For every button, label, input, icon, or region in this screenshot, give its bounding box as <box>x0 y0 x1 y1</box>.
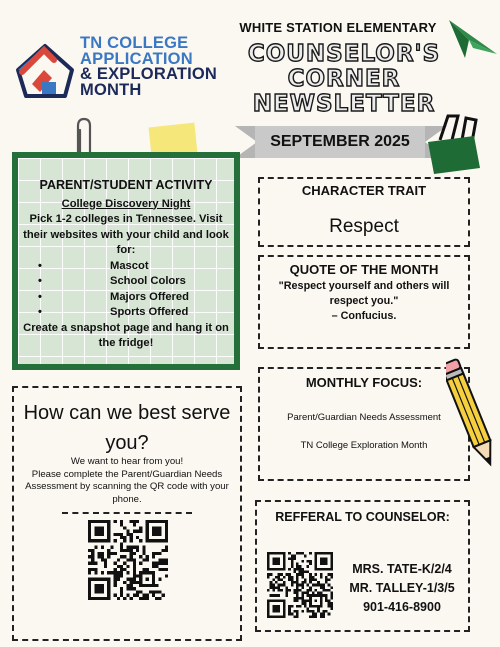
dashed-divider <box>62 512 192 514</box>
activity-title: PARENT/STUDENT ACTIVITY <box>39 178 213 192</box>
activity-outro: Create a snapshot page and hang it on the fridge! <box>23 321 229 349</box>
trait-title: CHARACTER TRAIT <box>301 183 427 198</box>
title-line-3: NEWSLETTER <box>252 91 436 117</box>
qr-code-icon[interactable] <box>267 552 333 618</box>
date-banner: SEPTEMBER 2025 <box>255 126 425 158</box>
activity-intro: Pick 1-2 colleges in Tennessee. Visit their websites with your child and look for: <box>23 213 229 256</box>
title-line-2: CORNER <box>287 66 401 92</box>
paper-plane-icon <box>447 14 499 62</box>
quote-title: QUOTE OF THE MONTH <box>289 262 439 277</box>
serve-title: How can we best serve you? <box>23 402 231 454</box>
counselor-tate: MRS. TATE-K/2/4 <box>352 562 452 576</box>
logo-line-2: APPLICATION <box>80 49 193 68</box>
qr-code-icon[interactable] <box>88 520 168 600</box>
activity-subtitle: College Discovery Night <box>61 197 191 210</box>
serve-body <box>18 456 236 506</box>
logo-line-4: MONTH <box>80 80 142 99</box>
focus-item: Parent/Guardian Needs Assessment <box>287 412 441 423</box>
school-name: WHITE STATION ELEMENTARY <box>239 20 437 35</box>
pencil-icon <box>446 352 494 476</box>
focus-title: MONTHLY FOCUS: <box>305 375 423 390</box>
parent-student-activity-panel <box>12 152 240 370</box>
newsletter-title <box>238 42 450 117</box>
logo-line-1: TN COLLEGE <box>80 34 189 52</box>
quote-text: "Respect yourself and others will respect you." <box>278 280 450 307</box>
monthly-focus-box <box>258 367 470 481</box>
needs-assessment-box <box>12 386 242 641</box>
list-item: • Mascot <box>18 259 234 275</box>
list-item: • School Colors <box>18 274 234 290</box>
quote-author: – Confucius. <box>331 310 397 322</box>
quote-of-the-month-box <box>258 255 470 349</box>
counselor-talley: MR. TALLEY-1/3/5 <box>349 581 455 595</box>
binder-clip-icon <box>422 112 482 174</box>
list-item: • Majors Offered <box>18 290 234 306</box>
character-trait-box <box>258 177 470 247</box>
tn-college-logo <box>14 36 234 108</box>
focus-item: TN College Exploration Month <box>300 440 428 451</box>
activity-content <box>18 178 234 352</box>
house-logo-icon <box>14 40 76 102</box>
referral-box <box>255 500 470 632</box>
logo-text <box>80 36 217 98</box>
serve-line-1: We want to hear from you! <box>70 456 184 467</box>
referral-contacts <box>337 560 467 617</box>
list-item: • Sports Offered <box>18 305 234 321</box>
activity-list <box>18 259 234 321</box>
referral-title: REFFERAL TO COUNSELOR: <box>275 510 450 524</box>
trait-value: Respect <box>329 216 399 237</box>
phone-number: 901-416-8900 <box>363 600 441 614</box>
title-line-1: COUNSELOR'S <box>247 41 441 67</box>
serve-line-2: Please complete the Parent/Guardian Needs Assessment by scanning the QR code with your phone. <box>25 468 229 505</box>
logo-line-3: & EXPLORATION <box>80 65 218 83</box>
